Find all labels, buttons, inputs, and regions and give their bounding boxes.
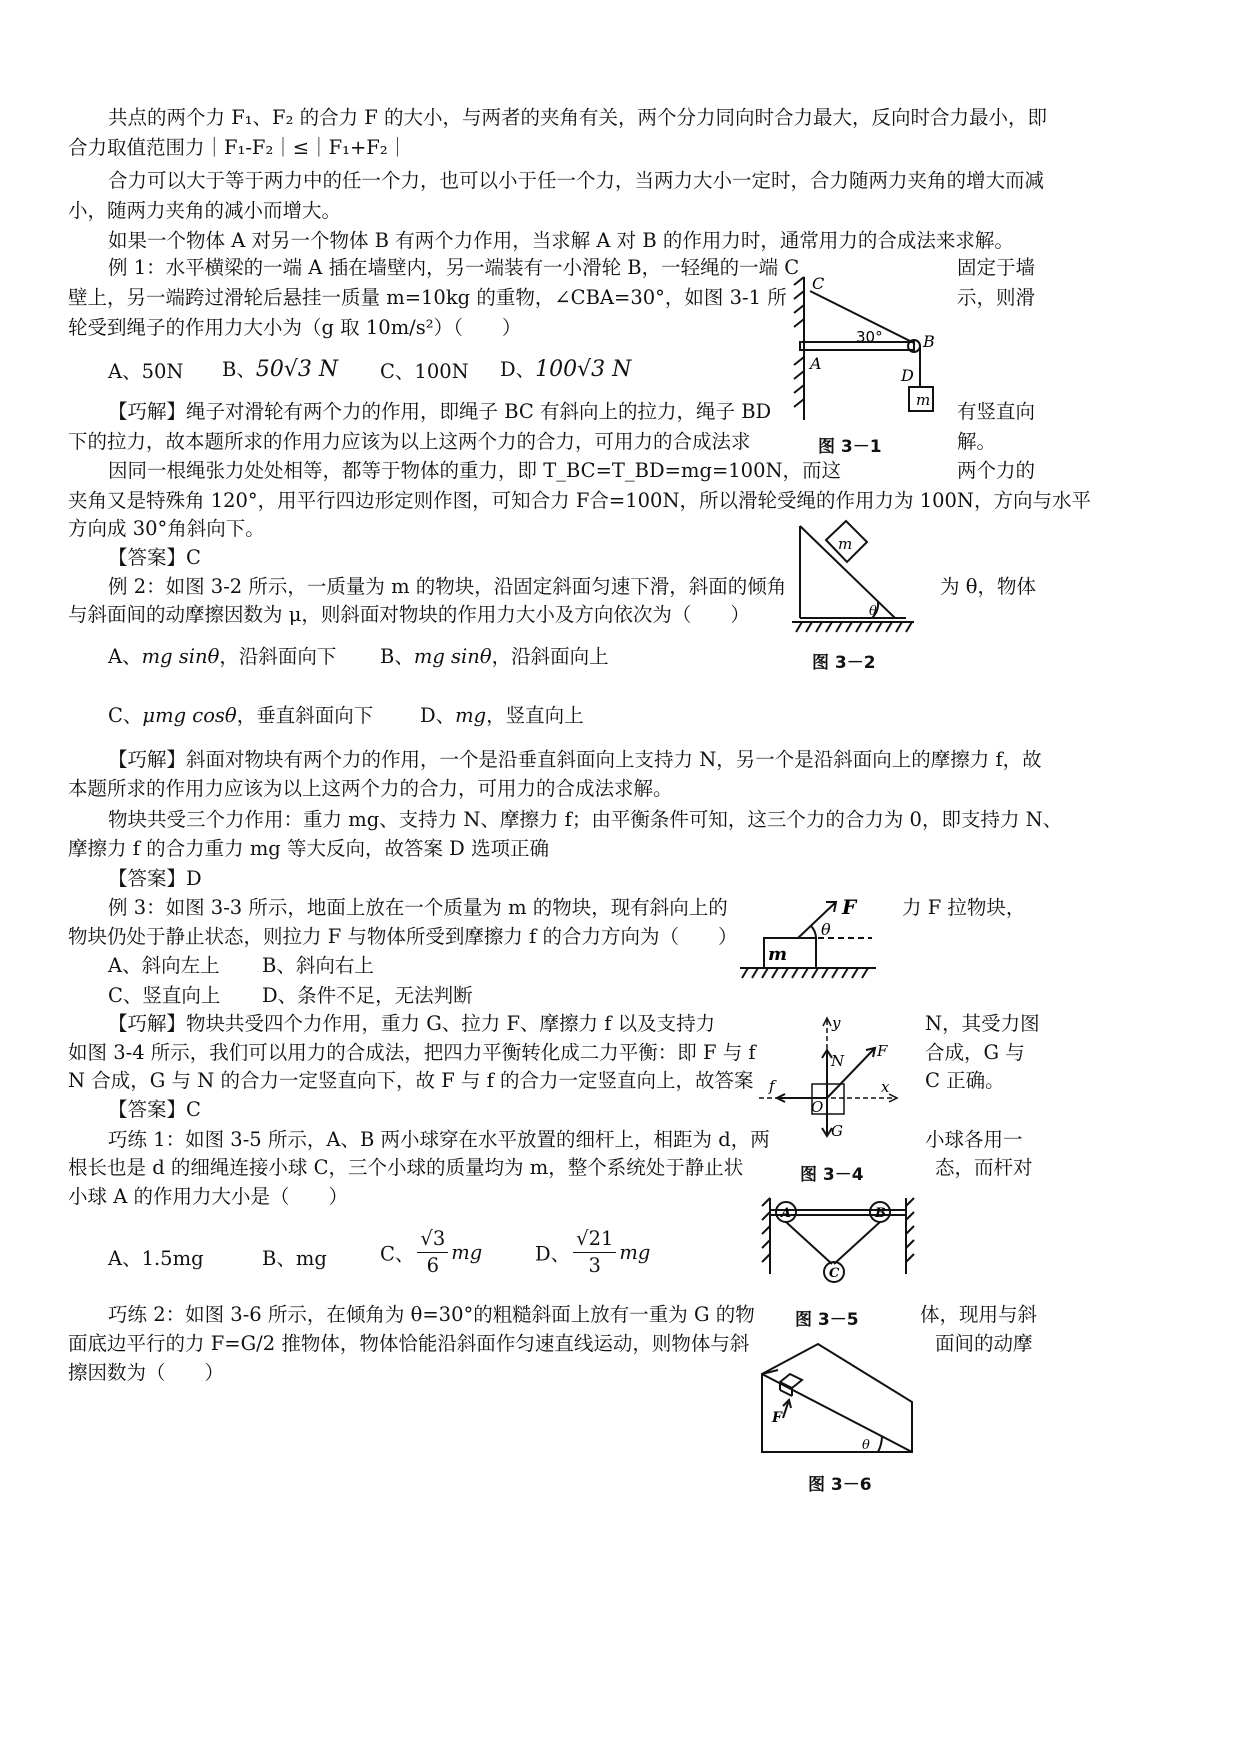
fig32-label-theta: θ <box>869 604 877 619</box>
ex3-line1-right: 力 F 拉物块， <box>902 896 1026 919</box>
pr2-line3: 擦因数为（ ） <box>68 1361 225 1384</box>
ex2-solution-line4: 摩擦力 f 的合力重力 mg 等大反向，故答案 D 选项正确 <box>68 837 550 860</box>
ex1-solution-line3-right: 两个力的 <box>957 459 1036 482</box>
fig34-label-o: O <box>811 1098 824 1116</box>
fig34-label-f-friction: f <box>769 1077 775 1095</box>
ex3-solution-line1-right: N，其受力图 <box>925 1012 1040 1035</box>
ex2-option-c: C、μmg cosθ，垂直斜面向下 <box>108 704 374 727</box>
pr2-line1-right: 体，现用与斜 <box>920 1303 1038 1326</box>
pr1-line1-right: 小球各用一 <box>925 1128 1023 1151</box>
ex1-line2-right: 示，则滑 <box>957 286 1036 309</box>
pr1-option-c-fraction: $\frac{√3}{6}$ <box>417 1226 448 1279</box>
ex1-option-d: D、100√3 N <box>500 357 632 382</box>
ex3-answer: 【答案】C <box>108 1098 201 1121</box>
fig35-label-a: A <box>781 1206 792 1221</box>
ex3-option-c: C、竖直向上 <box>108 984 221 1007</box>
figure-3-1 <box>790 265 950 460</box>
fig36-label-theta: θ <box>862 1438 870 1453</box>
ex1-solution-line1: 【巧解】绳子对滑轮有两个力的作用，即绳子 BC 有斜向上的拉力，绳子 BD <box>108 400 772 423</box>
pr1-line2-right: 态，而杆对 <box>935 1156 1033 1179</box>
ex3-line2: 物块仍处于静止状态，则拉力 F 与物体所受到摩擦力 f 的合力方向为（ ） <box>68 925 738 948</box>
pr1-option-b: B、mg <box>262 1247 327 1270</box>
ex1-line2: 壁上，另一端跨过滑轮后悬挂一质量 m=10kg 的重物，∠CBA=30°，如图 3-1 所 <box>68 286 787 309</box>
pr1-option-c: C、 $\frac{√3}{6}$ mg <box>380 1227 483 1277</box>
fig32-label-m: m <box>838 535 853 553</box>
ex1-line1: 例 1：水平横梁的一端 A 插在墙壁内，另一端装有一小滑轮 B，一轻绳的一端 C <box>108 256 800 279</box>
fig35-label-b: B <box>875 1206 886 1221</box>
fig36-label-f: F <box>772 1410 782 1426</box>
fig31-label-angle: 30° <box>856 328 883 346</box>
pr1-line1: 巧练 1：如图 3-5 所示，A、B 两小球穿在水平放置的细杆上，相距为 d，两 <box>108 1128 770 1151</box>
pr1-line2: 根长也是 d 的细绳连接小球 C，三个小球的质量均为 m，整个系统处于静止状 <box>68 1156 744 1179</box>
fig35-label-c: C <box>829 1266 840 1281</box>
fig33-label-m: m <box>768 944 788 965</box>
figure-3-2-caption: 图 3－2 <box>812 653 876 673</box>
fig34-label-g: G <box>831 1122 843 1140</box>
fig33-label-theta: θ <box>821 920 831 939</box>
fig34-label-f-force: F <box>877 1042 888 1060</box>
ex3-option-d: D、条件不足，无法判断 <box>262 984 473 1007</box>
ex3-solution-line1: 【巧解】物块共受四个力作用，重力 G、拉力 F、摩擦力 f 以及支持力 <box>108 1012 716 1035</box>
ex1-option-c: C、100N <box>380 360 469 383</box>
fig33-label-f: F <box>842 895 857 919</box>
fig34-label-x: x <box>881 1078 890 1096</box>
ex2-answer: 【答案】D <box>108 867 202 890</box>
ex3-solution-line3: N 合成，G 与 N 的合力一定竖直向下，故 F 与 f 的合力一定竖直向上，故答案 <box>68 1069 754 1092</box>
pr1-option-d-fraction: $\frac{√21}{3}$ <box>573 1226 616 1279</box>
pr2-line2: 面底边平行的力 F=G/2 推物体，物体恰能沿斜面作匀速直线运动，则物体与斜 <box>68 1332 750 1355</box>
figure-3-6-caption: 图 3－6 <box>808 1475 872 1495</box>
fig34-label-n: N <box>831 1052 845 1070</box>
figure-3-6 <box>758 1340 918 1460</box>
pr2-line1: 巧练 2：如图 3-6 所示，在倾角为 θ=30°的粗糙斜面上放有一重为 G 的物 <box>108 1303 755 1326</box>
para3: 如果一个物体 A 对另一个物体 B 有两个力作用，当求解 A 对 B 的作用力时，通常用力的合成法来求解。 <box>108 229 1014 252</box>
fig31-label-a: A <box>810 354 822 373</box>
ex1-solution-line2-right: 解。 <box>957 430 997 453</box>
ex2-solution-line1: 【巧解】斜面对物块有两个力的作用，一个是沿垂直斜面向上支持力 N，另一个是沿斜面向上的摩擦力 f，故 <box>108 748 1042 771</box>
fig31-label-m: m <box>916 391 931 409</box>
ex2-solution-line3: 物块共受三个力作用：重力 mg、支持力 N、摩擦力 f；由平衡条件可知，这三个力的合力为 0，即支持力 N、 <box>108 808 1063 831</box>
ex2-option-d: D、mg，竖直向上 <box>420 704 584 727</box>
figure-3-2 <box>790 520 920 638</box>
ex3-solution-line2-right: 合成，G 与 <box>925 1041 1025 1064</box>
fig31-label-c: C <box>812 274 825 293</box>
ex1-answer: 【答案】C <box>108 546 201 569</box>
fig31-label-b: B <box>923 332 935 351</box>
figure-3-5 <box>760 1192 916 1292</box>
ex1-line3: 轮受到绳子的作用力大小为（g 取 10m/s²）（ ） <box>68 316 522 339</box>
ex1-solution-line4: 夹角又是特殊角 120°，用平行四边形定则作图，可知合力 F合=100N，所以滑轮受绳的作用力为 100N，方向与水平 <box>68 489 1091 512</box>
ex1-solution-line2: 下的拉力，故本题所求的作用力应该为以上这两个力的合力，可用力的合成法求 <box>68 430 751 453</box>
ex3-solution-line2: 如图 3-4 所示，我们可以用力的合成法，把四力平衡转化成二力平衡：即 F 与 f <box>68 1041 756 1064</box>
ex1-solution-line3: 因同一根绳张力处处相等，都等于物体的重力，即 T_BC=T_BD=mg=100N，而这 <box>108 459 842 482</box>
ex1-option-a: A、50N <box>108 360 184 383</box>
ex2-option-a: A、mg sinθ，沿斜面向下 <box>108 645 337 668</box>
para1-line2: 合力取值范围力｜F₁-F₂｜≤｜F₁+F₂｜ <box>68 136 408 159</box>
pr2-line2-right: 面间的动摩 <box>935 1332 1033 1355</box>
figure-3-3 <box>738 888 878 980</box>
pr1-option-a: A、1.5mg <box>108 1247 204 1270</box>
ex3-option-a: A、斜向左上 <box>108 954 220 977</box>
ex2-line1: 例 2：如图 3-2 所示，一质量为 m 的物块，沿固定斜面匀速下滑，斜面的倾角 <box>108 575 787 598</box>
ex1-option-b: B、50√3 N <box>222 357 339 382</box>
ex1-line1-right: 固定于墙 <box>957 256 1036 279</box>
ex2-option-b: B、mg sinθ，沿斜面向上 <box>380 645 609 668</box>
pr1-option-d: D、 $\frac{√21}{3}$ mg <box>535 1227 651 1277</box>
para2-line2: 小，随两力夹角的减小而增大。 <box>68 199 342 222</box>
para1-line1: 共点的两个力 F₁、F₂ 的合力 F 的大小，与两者的夹角有关，两个分力同向时合力最大，反向时合力最小，即 <box>108 106 1048 129</box>
fig31-label-d: D <box>901 366 914 385</box>
para2-line1: 合力可以大于等于两力中的任一个力，也可以小于任一个力，当两力大小一定时，合力随两力夹角的增大而减 <box>108 169 1045 192</box>
figure-3-4-caption: 图 3－4 <box>800 1165 864 1185</box>
figure-3-4 <box>755 1012 905 1152</box>
ex3-solution-line3-right: C 正确。 <box>925 1069 1005 1092</box>
ex2-line2: 与斜面间的动摩擦因数为 μ，则斜面对物块的作用力大小及方向依次为（ ） <box>68 603 750 626</box>
fig34-label-y: y <box>832 1014 841 1032</box>
figure-3-1-caption: 图 3－1 <box>818 437 882 457</box>
pr1-line3: 小球 A 的作用力大小是（ ） <box>68 1185 348 1208</box>
figure-3-5-caption: 图 3－5 <box>795 1310 859 1330</box>
ex1-solution-line1-right: 有竖直向 <box>957 400 1036 423</box>
ex2-solution-line2: 本题所求的作用力应该为以上这两个力的合力，可用力的合成法求解。 <box>68 777 673 800</box>
ex3-line1: 例 3：如图 3-3 所示，地面上放在一个质量为 m 的物块，现有斜向上的 <box>108 896 728 919</box>
ex3-option-b: B、斜向右上 <box>262 954 374 977</box>
ex2-line1-right: 为 θ，物体 <box>940 575 1036 598</box>
ex1-solution-line5: 方向成 30°角斜向下。 <box>68 517 265 540</box>
